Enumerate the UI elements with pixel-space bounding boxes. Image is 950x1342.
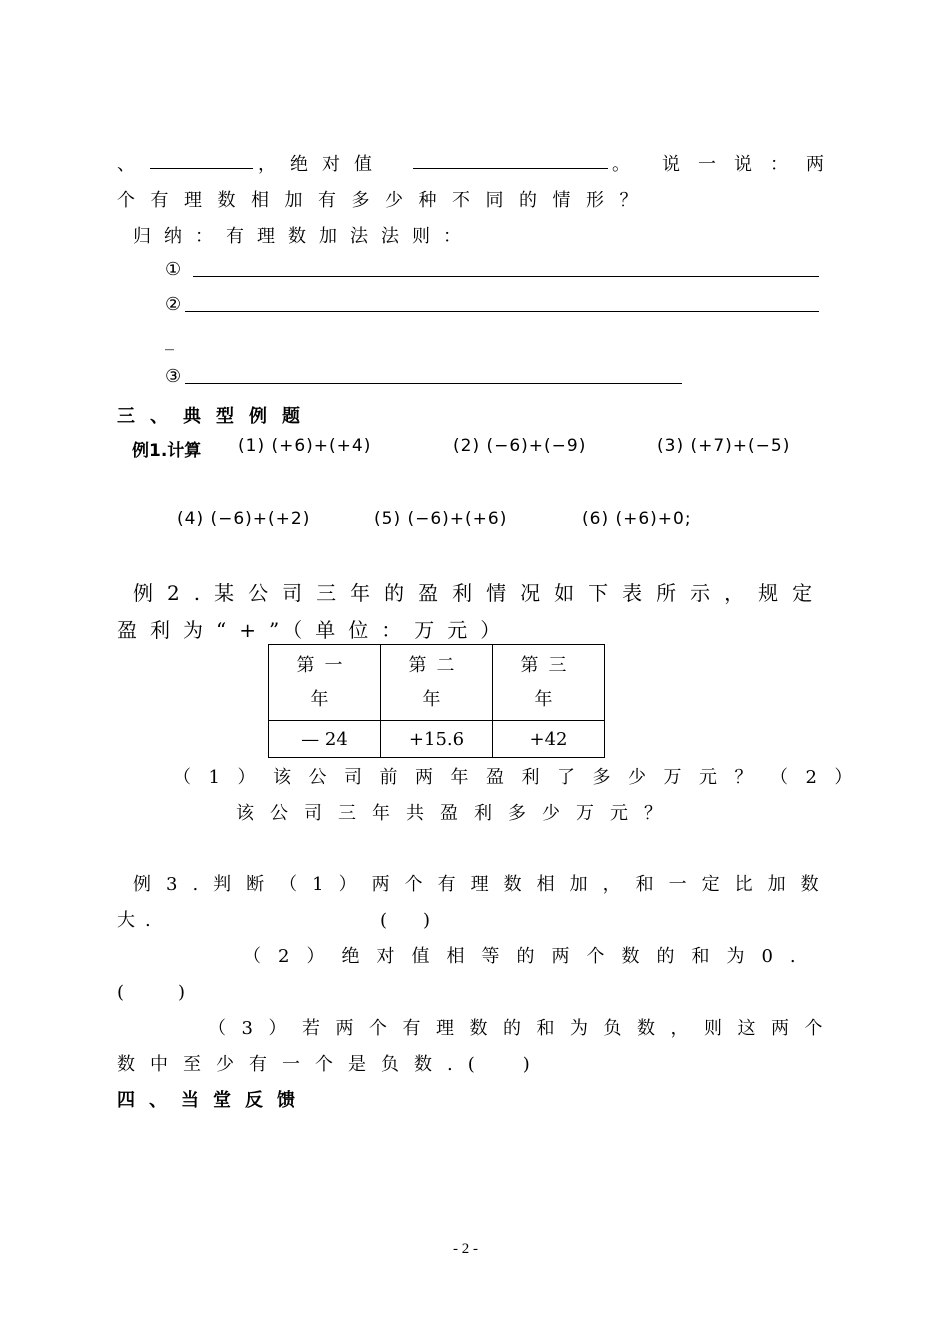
example-3-answer-2[interactable]: ( ) (117, 982, 186, 1003)
profit-table (268, 644, 605, 758)
example-1-item-6: (6) (+6)+0; (582, 509, 692, 529)
example-1-item-1: (1) (+6)+(+4) (238, 436, 372, 456)
blank-line-2[interactable] (413, 168, 608, 169)
table-header-year-1: 第一 年 (269, 645, 381, 721)
table-cell-year-1: — 24 (269, 721, 381, 758)
example-1-label: 例1.计算 (132, 441, 202, 461)
table-cell-year-2: +15.6 (381, 721, 493, 758)
rule-2-marker: ② (165, 294, 182, 315)
example-3-line-3: （2）绝对值相等的两个数的和为0. (243, 946, 813, 967)
dash-mark: _ (165, 330, 174, 351)
example-2-question-2: 该公司三年共盈利多少万元？ (236, 803, 678, 824)
example-3-line-5: （3）若两个有理数的和为负数，则这两个 (208, 1018, 838, 1039)
table-cell-year-3: +42 (493, 721, 605, 758)
example-2-line-2: 盈利为“+”（单位：万元） (117, 618, 514, 642)
comma: ， (258, 154, 276, 175)
rule-3-marker: ③ (165, 366, 182, 387)
example-1-item-5: (5) (−6)+(+6) (374, 509, 508, 529)
rule-1-blank[interactable] (193, 276, 819, 277)
example-1-item-3: (3) (+7)+(−5) (657, 436, 791, 456)
example-1-item-4: (4) (−6)+(+2) (177, 509, 311, 529)
example-1-item-2: (2) (−6)+(−9) (453, 436, 587, 456)
rule-3-blank[interactable] (185, 383, 682, 384)
enum-mark: 、 (117, 154, 135, 175)
section-3-heading: 三、典型例题 (117, 406, 315, 427)
example-3-line-1: 例3.判断（1）两个有理数相加，和一定比加数 (133, 874, 834, 895)
period: 。 (612, 154, 630, 175)
example-3-answer-1[interactable]: ( ) (380, 910, 431, 931)
say-prompt: 说一说：两 (662, 154, 842, 175)
rule-1-marker: ① (165, 259, 182, 280)
page-number: - 2 - (453, 1241, 478, 1257)
summary-title: 归纳：有理数加法法则： (133, 226, 474, 247)
cases-question: 个有理数相加有多少种不同的情形？ (117, 190, 653, 211)
table-header-year-2: 第二 年 (381, 645, 493, 721)
example-3-line-6: 数中至少有一个是负数.( ) (117, 1054, 545, 1075)
blank-line-1[interactable] (150, 168, 253, 169)
example-3-line-2: 大. (117, 910, 161, 931)
section-4-heading: 四、当堂反馈 (117, 1090, 309, 1111)
example-2-question-1: （1）该公司前两年盈利了多少万元？（2） (173, 767, 870, 788)
absolute-value-label: 绝对值 (290, 154, 386, 175)
table-header-year-3: 第三 年 (493, 645, 605, 721)
rule-2-blank[interactable] (185, 311, 819, 312)
example-2-line-1: 例2.某公司三年的盈利情况如下表所示，规定 (133, 581, 827, 605)
